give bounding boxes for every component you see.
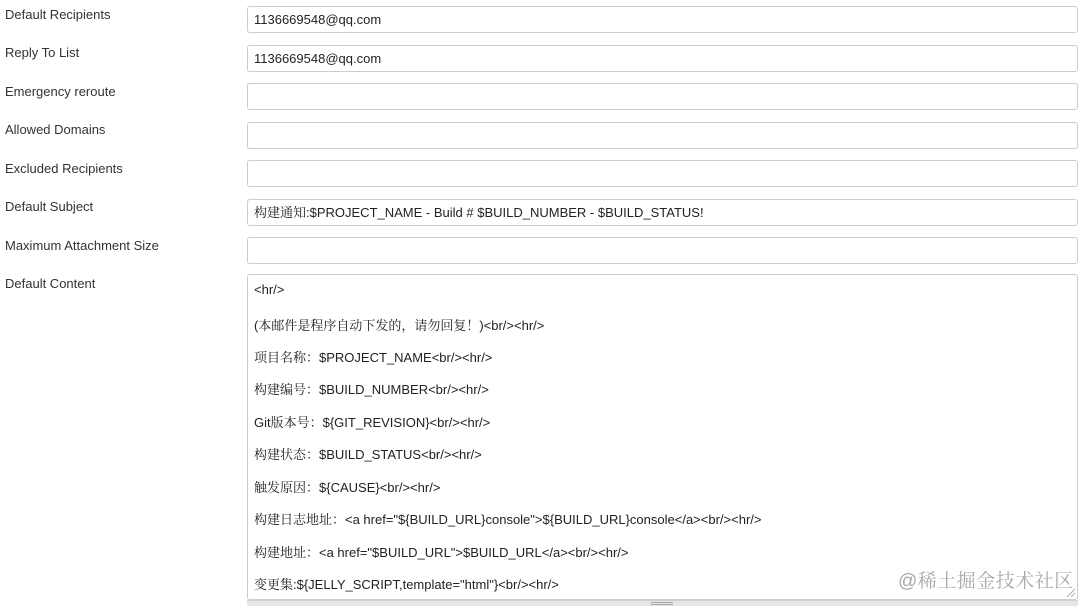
reply-to-list-label: Reply To List	[5, 45, 80, 60]
emergency-reroute-label: Emergency reroute	[5, 84, 116, 99]
content-line: 变更集:${JELLY_SCRIPT,template="html"}<br/><hr/>	[254, 577, 559, 592]
default-subject-input[interactable]: 构建通知:$PROJECT_NAME - Build # $BUILD_NUMBER - $BUILD_STATUS!	[247, 199, 1078, 226]
content-line: 构建日志地址：<a href="${BUILD_URL}console">${BUILD_URL}console</a><br/><hr/>	[254, 512, 762, 527]
default-recipients-input[interactable]: 1136669548@qq.com	[247, 6, 1078, 33]
excluded-recipients-label: Excluded Recipients	[5, 161, 123, 176]
default-subject-label: Default Subject	[5, 199, 94, 214]
content-line: 构建地址：<a href="$BUILD_URL">$BUILD_URL</a><br/><hr/>	[254, 545, 629, 560]
default-content-textarea[interactable]	[247, 274, 1078, 600]
content-line: 项目名称：$PROJECT_NAME<br/><hr/>	[254, 350, 493, 365]
watermark: @稀土掘金技术社区	[898, 571, 1074, 592]
content-line: 构建状态：$BUILD_STATUS<br/><hr/>	[254, 447, 482, 462]
textarea-resize-bar[interactable]	[247, 600, 1078, 606]
max-attachment-size-input[interactable]	[247, 237, 1078, 264]
content-line: <hr/>	[254, 282, 285, 297]
content-line: (本邮件是程序自动下发的，请勿回复！)<br/><hr/>	[254, 318, 545, 333]
content-line: Git版本号：${GIT_REVISION}<br/><hr/>	[254, 415, 491, 430]
emergency-reroute-input[interactable]	[247, 83, 1078, 110]
reply-to-list-input[interactable]: 1136669548@qq.com	[247, 45, 1078, 72]
content-line: 构建编号：$BUILD_NUMBER<br/><hr/>	[254, 382, 489, 397]
content-line: 触发原因：${CAUSE}<br/><hr/>	[254, 480, 441, 495]
drag-handle-icon[interactable]	[651, 602, 673, 605]
default-content-label: Default Content	[5, 276, 96, 291]
allowed-domains-label: Allowed Domains	[5, 122, 106, 137]
excluded-recipients-input[interactable]	[247, 160, 1078, 187]
default-recipients-label: Default Recipients	[5, 7, 111, 22]
allowed-domains-input[interactable]	[247, 122, 1078, 149]
max-attachment-size-label: Maximum Attachment Size	[5, 238, 159, 253]
